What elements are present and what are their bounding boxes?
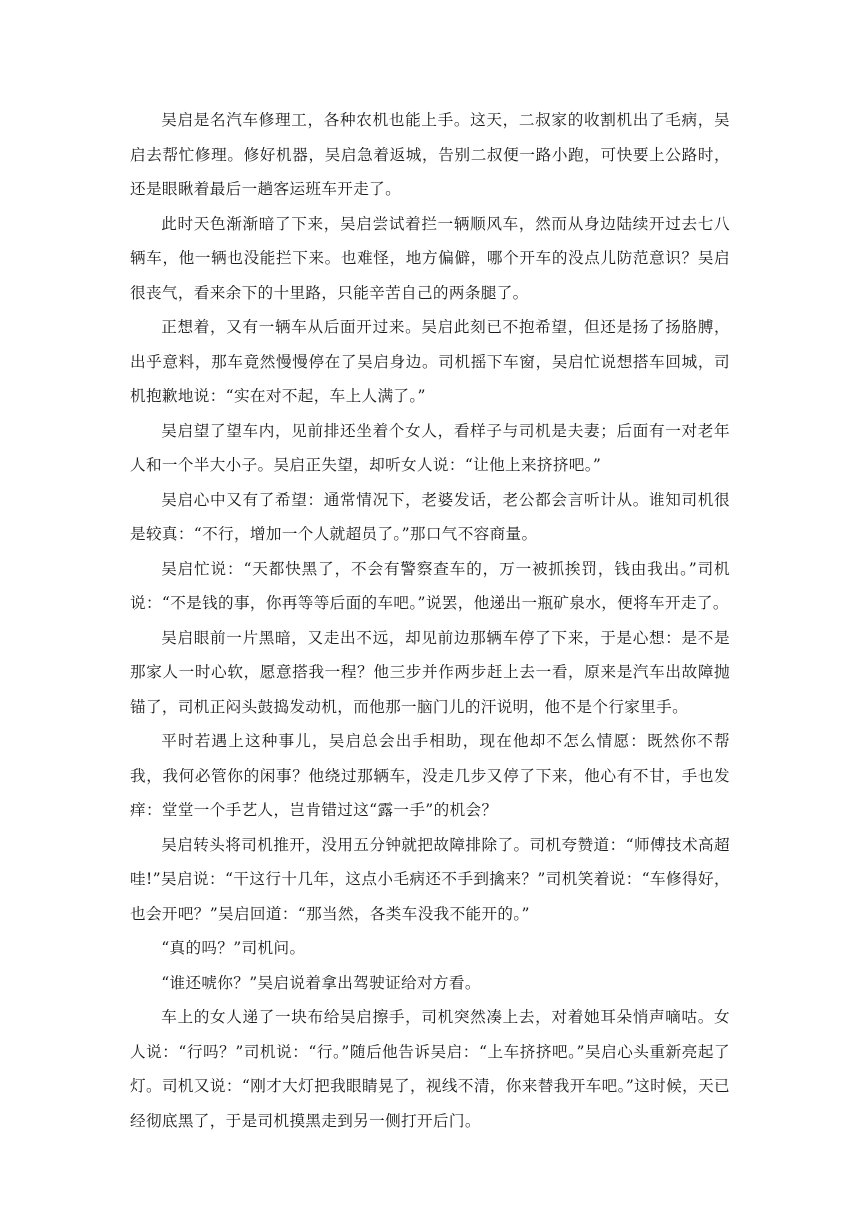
paragraph-5: 吴启心中又有了希望：通常情况下，老婆发话，老公都会言听计从。谁知司机很是较真：“不行，增加一个人就超员了。”那口气不容商量。: [130, 490, 730, 543]
paragraph-8: 平时若遇上这种事儿，吴启总会出手相助，现在他却不怎么情愿：既然你不帮我，我何必管你的闲事？他绕过那辆车，没走几步又停了下来，他心有不甘，手也发痒：堂堂一个手艺人，岂肯错过这“露一手”的机会？: [130, 732, 730, 819]
paragraph-10: “真的吗？”司机问。: [161, 939, 306, 957]
paragraph-3: 正想着，又有一辆车从后面开过来。吴启此刻已不抱希望，但还是扬了扬胳膊，出乎意料，那车竟然慢慢停在了吴启身边。司机摇下车窗，吴启忙说想搭车回城，司机抱歉地说：“实在对不起，车上人满了。”: [130, 318, 730, 405]
paragraph-1: 吴启是名汽车修理工，各种农机也能上手。这天，二叔家的收割机出了毛病，吴启去帮忙修理。修好机器，吴启急着返城，告别二叔便一路小跑，可快要上公路时，还是眼瞅着最后一趟客运班车开走了。: [130, 111, 730, 198]
paragraph-4: 吴启望了望车内，见前排还坐着个女人，看样子与司机是夫妻；后面有一对老年人和一个半大小子。吴启正失望，却听女人说：“让他上来挤挤吧。”: [130, 421, 730, 474]
story-text: [130, 103, 730, 1138]
paragraph-12: 车上的女人递了一块布给吴启擦手，司机突然凑上去，对着她耳朵悄声嘀咕。女人说：“行吗？”司机说：“行。”随后他告诉吴启：“上车挤挤吧。”吴启心头重新亮起了灯。司机又说：“刚才大灯把我眼睛晃了，视线不清，你来替我开车吧。”这时候，天已经彻底黑了，于是司机摸黑走到另一侧打开后门。: [130, 1008, 730, 1130]
paragraph-6: 吴启忙说：“天都快黑了，不会有警察查车的，万一被抓挨罚，钱由我出。”司机说：“不是钱的事，你再等等后面的车吧。”说罢，他递出一瓶矿泉水，便将车开走了。: [130, 559, 730, 612]
paragraph-7: 吴启眼前一片黑暗，又走出不远，却见前边那辆车停了下来，于是心想：是不是那家人一时心软，愿意搭我一程？他三步并作两步赶上去一看，原来是汽车出故障抛锚了，司机正闷头鼓捣发动机，而他那一脑门儿的汗说明，他不是个行家里手。: [130, 628, 730, 716]
paragraph-2: 此时天色渐渐暗了下来，吴启尝试着拦一辆顺风车，然而从身边陆续开过去七八辆车，他一辆也没能拦下来。也难怪，地方偏僻，哪个开车的没点儿防范意识？吴启很丧气，看来余下的十里路，只能辛苦自己的两条腿了。: [130, 214, 730, 302]
paragraph-9: 吴启转头将司机推开，没用五分钟就把故障排除了。司机夸赞道：“师傅技术高超哇!”吴启说：“干这行十几年，这点小毛病还不手到擒来？”司机笑着说：“车修得好，也会开吧？”吴启回道：“那当然，各类车没我不能开的。”: [130, 835, 730, 923]
paragraph-11: “谁还唬你？”吴启说着拿出驾驶证给对方看。: [161, 973, 481, 992]
